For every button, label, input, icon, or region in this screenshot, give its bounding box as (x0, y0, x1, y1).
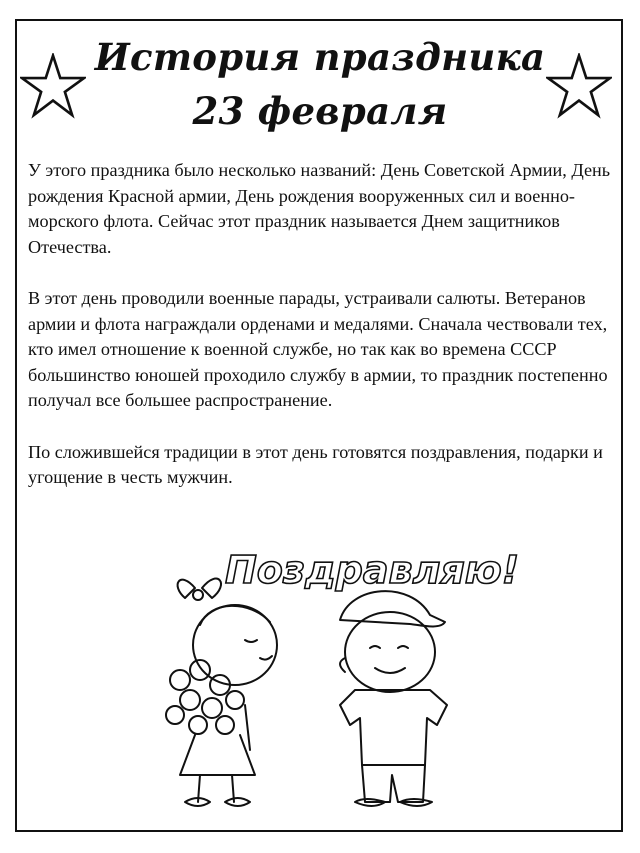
article-body (28, 158, 620, 516)
page-title: История праздника 23 февраля (94, 35, 546, 133)
paragraph: По сложившейся традиции в этот день готовятся поздравления, подарки и угощение в честь мужчин. (28, 441, 603, 488)
star-outline-icon (546, 53, 612, 119)
greeting-lettering: Поздравляю! (225, 548, 520, 592)
paragraph: У этого праздника было несколько названий: День Советской Армии, День рождения Красной армии, День рождения вооруженных сил и военно-морского флота. Сейчас этот праздник называется Днем защитников Отечества. (28, 160, 611, 257)
star-outline-icon (20, 53, 86, 119)
paragraph: В этот день проводили военные парады, устраивали салюты. Ветеранов армии и флота награждали орденами и медалями. Сначала чествовали тех, кто имел отношение к военной службе, но так как во времена СССР большинство юношей проходило службу в армии, то праздник постепенно получал все большее распространение. (28, 287, 608, 411)
